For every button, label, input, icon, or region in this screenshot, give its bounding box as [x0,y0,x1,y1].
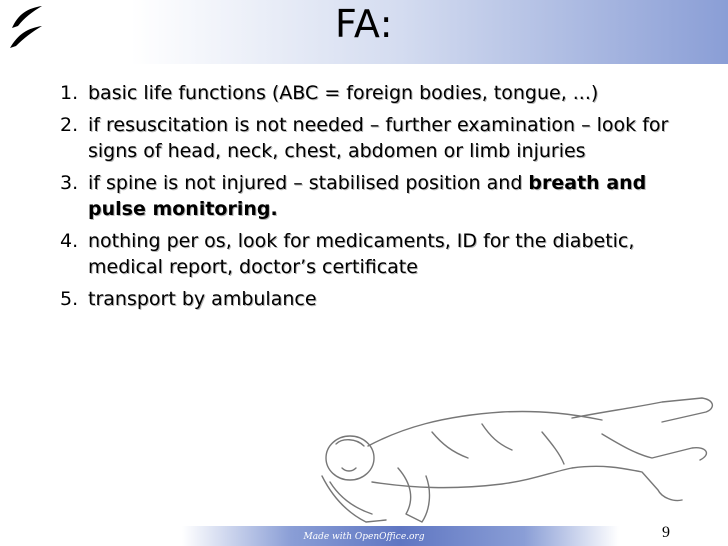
list-number: 1. [60,82,79,104]
list-number: 4. [60,230,79,252]
slide-title: FA: [335,2,393,46]
list-text-regular: if spine is not injured – stabilised position and [88,172,529,194]
list-text: if resuscitation is not needed – further examination – look for signs of head, neck, chest, abdomen or limb injuries [88,114,669,162]
list-item [60,286,710,312]
list-item [60,170,710,222]
list-text: nothing per os, look for medicaments, ID for the diabetic, medical report, doctor’s certificate [88,230,635,278]
list-text [88,170,710,222]
list-item [60,228,710,280]
footer-credit: Made with OpenOffice.org [303,532,425,542]
list-number: 5. [60,288,79,310]
list-text: transport by ambulance [88,288,317,310]
list-number: 2. [60,114,79,136]
recovery-position-illustration [302,372,722,546]
list-text-bold: breath and pulse monitoring. [88,172,647,220]
list-item [60,80,710,106]
list-text: basic life functions (ABC = foreign bodies, tongue, ...) [88,82,599,104]
list-item [60,112,710,164]
list-number: 3. [60,172,79,194]
page-number: 9 [662,524,670,541]
first-aid-list [60,80,710,318]
